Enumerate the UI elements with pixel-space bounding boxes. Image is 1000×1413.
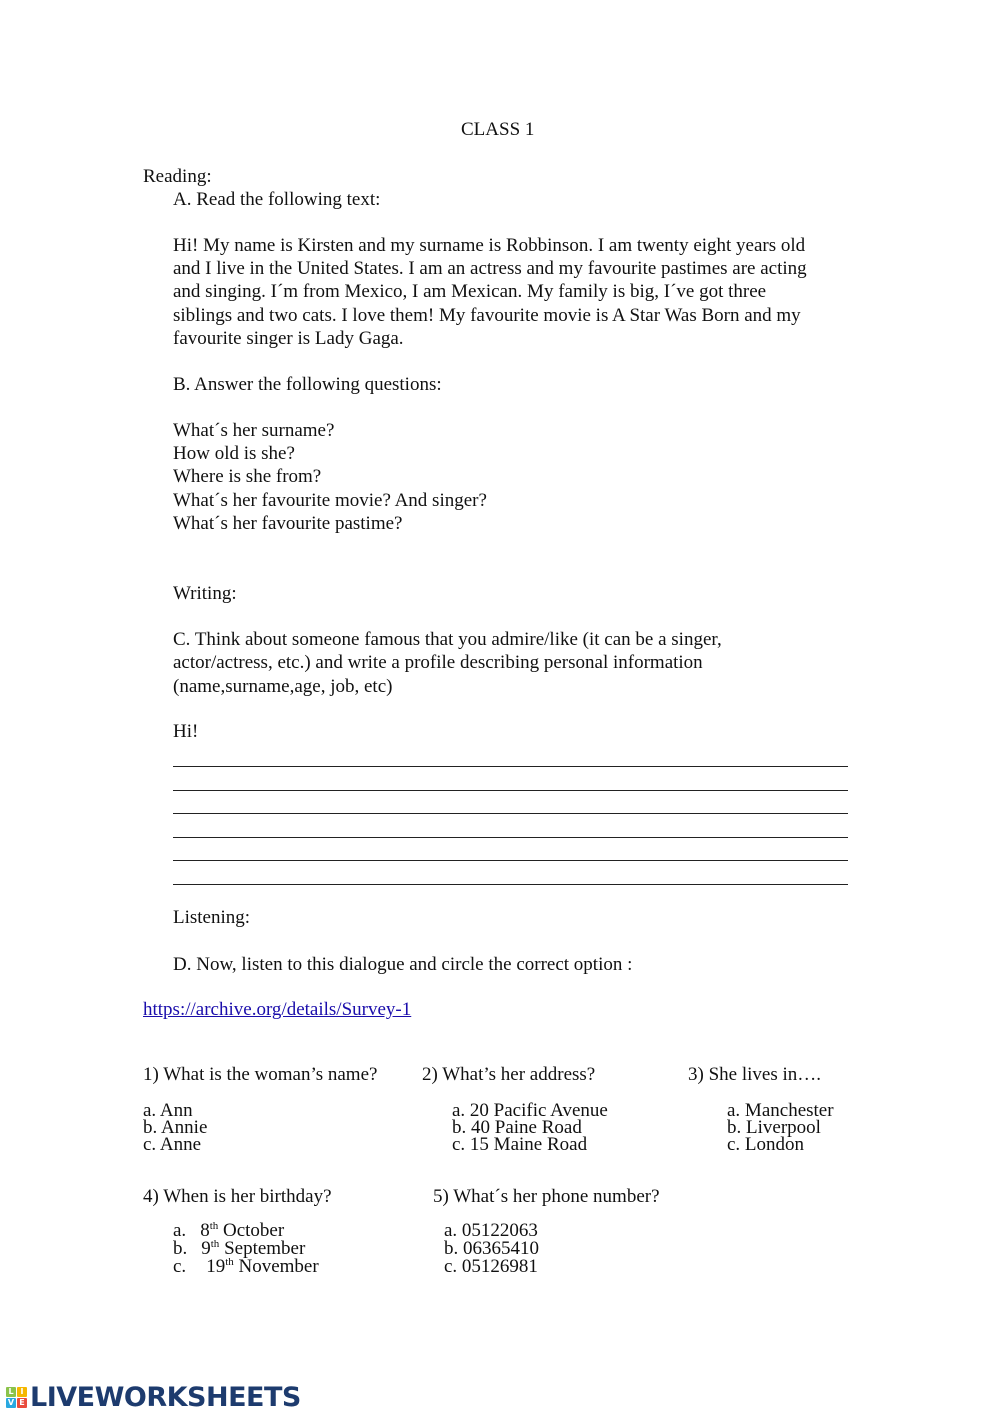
option[interactable]: b. 40 Paine Road (452, 1117, 582, 1138)
option[interactable]: a. Ann (143, 1100, 193, 1121)
option-letter: a. (173, 1220, 187, 1241)
option[interactable]: a. 05122063 (444, 1220, 538, 1241)
writing-greeting: Hi! (173, 721, 199, 742)
cube-letter: V (7, 1398, 15, 1407)
question-5: 5) What´s her phone number? (433, 1186, 660, 1207)
writing-line[interactable] (173, 813, 848, 814)
page-title: CLASS 1 (461, 119, 535, 140)
cube-letter: L (6, 1387, 16, 1397)
question-2: 2) What’s her address? (422, 1064, 596, 1085)
paragraph-line: siblings and two cats. I love them! My favourite movie is A Star Was Born and my (173, 305, 801, 326)
option[interactable]: c. London (727, 1134, 805, 1155)
paragraph-line: and I live in the United States. I am an actress and my favourite pastimes are acting (173, 258, 807, 279)
listening-heading: Listening: (173, 907, 251, 928)
instruction-d: D. Now, listen to this dialogue and circle the correct option : (173, 954, 633, 975)
ordinal-suffix: th (209, 1220, 219, 1232)
option-day: 19 (206, 1256, 226, 1277)
option-day: 9 (201, 1238, 211, 1259)
option[interactable] (173, 1222, 284, 1239)
question-3: 3) She lives in…. (688, 1064, 821, 1085)
question-4: 4) When is her birthday? (143, 1186, 332, 1207)
option[interactable] (173, 1240, 305, 1257)
ordinal-suffix: th (225, 1256, 234, 1268)
option-day: 8 (200, 1220, 210, 1241)
option-letter: c. (173, 1256, 187, 1277)
option[interactable]: a. 20 Pacific Avenue (452, 1100, 608, 1121)
instruction-c-line: (name,surname,age, job, etc) (173, 676, 393, 697)
cube-letter: E (17, 1398, 27, 1408)
option[interactable]: c. Anne (143, 1134, 202, 1155)
ordinal-suffix: th (210, 1238, 220, 1250)
option[interactable]: c. 05126981 (444, 1256, 538, 1277)
audio-link[interactable]: https://archive.org/details/Survey-1 (143, 999, 412, 1020)
question: Where is she from? (173, 466, 322, 487)
logo-cube-icon (6, 1387, 27, 1408)
question: What´s her surname? (173, 420, 335, 441)
question: What´s her favourite movie? And singer? (173, 490, 487, 511)
paragraph-line: favourite singer is Lady Gaga. (173, 328, 404, 349)
option[interactable]: b. Liverpool (727, 1117, 821, 1138)
paragraph-line: and singing. I´m from Mexico, I am Mexican. My family is big, I´ve got three (173, 281, 767, 302)
option[interactable]: b. 06365410 (444, 1238, 539, 1259)
cube-letter: I (17, 1387, 27, 1397)
instruction-c-line: actor/actress, etc.) and write a profile describing personal information (173, 652, 703, 673)
option[interactable] (173, 1258, 319, 1275)
liveworksheets-logo (6, 1382, 301, 1413)
writing-line[interactable] (173, 884, 848, 885)
question: What´s her favourite pastime? (173, 513, 403, 534)
logo-text: LIVEWORKSHEETS (30, 1382, 301, 1413)
question: How old is she? (173, 443, 295, 464)
reading-heading: Reading: (143, 166, 212, 187)
option[interactable]: c. 15 Maine Road (452, 1134, 588, 1155)
writing-line[interactable] (173, 766, 848, 767)
option-month: October (223, 1220, 285, 1241)
question-1: 1) What is the woman’s name? (143, 1064, 378, 1085)
paragraph-line: Hi! My name is Kirsten and my surname is Robbinson. I am twenty eight years old (173, 235, 806, 256)
instruction-b: B. Answer the following questions: (173, 374, 442, 395)
option[interactable]: a. Manchester (727, 1100, 834, 1121)
option-letter: b. (173, 1238, 188, 1259)
writing-line[interactable] (173, 790, 848, 791)
writing-line[interactable] (173, 860, 848, 861)
option-month: November (238, 1256, 319, 1277)
option[interactable]: b. Annie (143, 1117, 208, 1138)
instruction-a: A. Read the following text: (173, 189, 381, 210)
instruction-c-line: C. Think about someone famous that you admire/like (it can be a singer, (173, 629, 722, 650)
writing-heading: Writing: (173, 583, 237, 604)
option-month: September (224, 1238, 306, 1259)
writing-line[interactable] (173, 837, 848, 838)
